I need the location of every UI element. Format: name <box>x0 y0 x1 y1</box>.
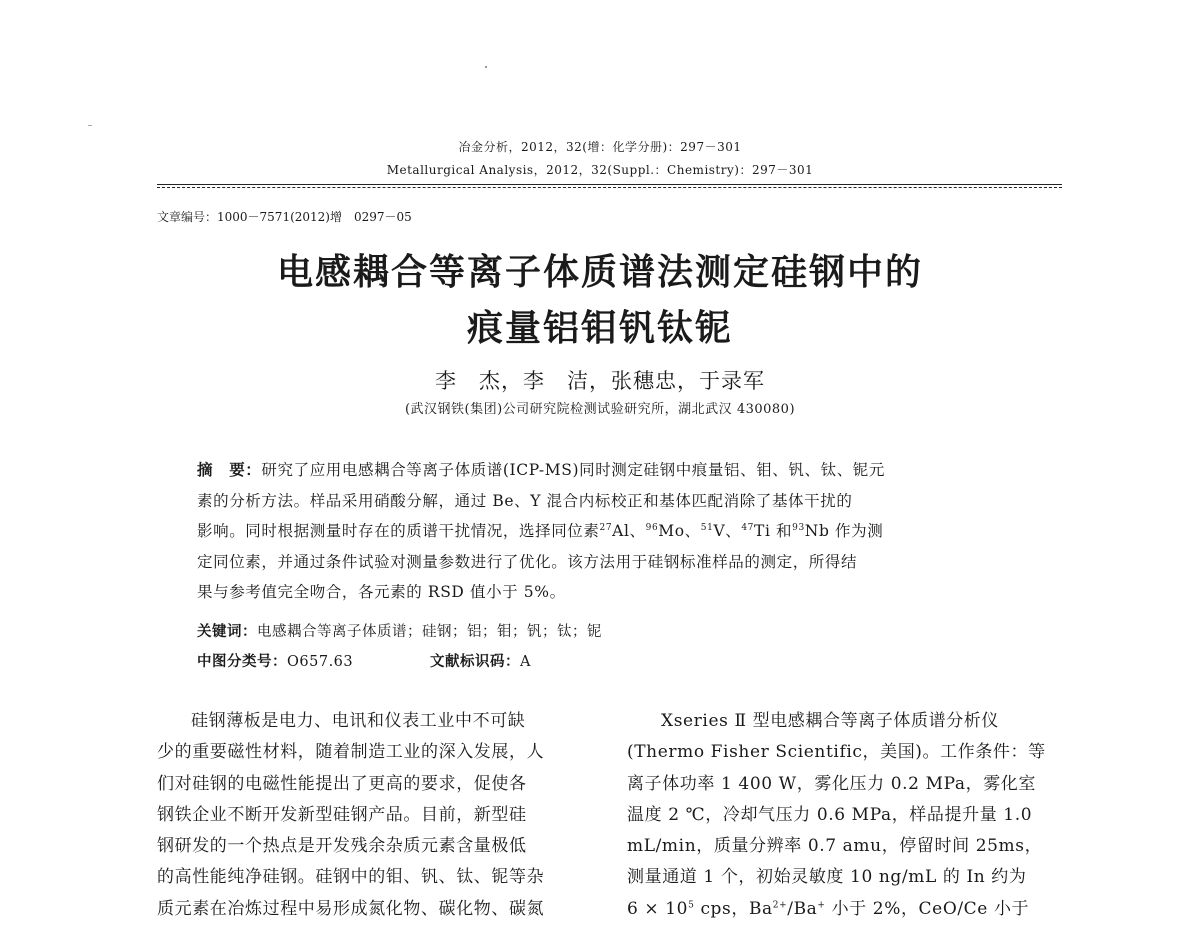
body-right-column <box>627 706 1059 925</box>
body-right-line: Xseries Ⅱ 型电感耦合等离子体质谱分析仪 <box>661 711 999 731</box>
abstract-line-5: 果与参考值完全吻合，各元素的 RSD 值小于 5%。 <box>197 583 566 601</box>
abstract-label: 摘 要： <box>197 461 262 479</box>
body-left-column <box>157 706 585 925</box>
body-left-line: 们对硅钢的电磁性能提出了更高的要求，促使各 <box>157 773 527 794</box>
abstract-line-4: 定同位素，并通过条件试验对测量参数进行了优化。该方法用于硅钢标准样品的测定，所得结 <box>197 552 858 571</box>
body-right-line: 离子体功率 1 400 W，雾化压力 0.2 MPa，雾化室 <box>627 773 1037 794</box>
classification <box>197 650 353 671</box>
keywords <box>197 620 602 641</box>
header-rule-dashed <box>157 187 1062 188</box>
abstract <box>197 455 1027 608</box>
body-left-line: 的高性能纯净硅钢。硅钢中的钼、钒、钛、铌等杂 <box>157 867 545 888</box>
paper-title-line1: 电感耦合等离子体质谱法测定硅钢中的 <box>276 252 923 293</box>
body-right-line: mL/min，质量分辨率 0.7 amu，停留时间 25ms， <box>627 836 1043 857</box>
article-number: 文章编号：1000－7571(2012)增 0297－05 <box>157 210 412 224</box>
body-right-line: 测量通道 1 个，初始灵敏度 10 ng/mL 的 In 约为 <box>627 867 1027 888</box>
authors: 李 杰，李 洁，张穗忠，于录军 <box>435 369 765 393</box>
header-rule <box>157 184 1062 185</box>
clc-label: 中图分类号： <box>197 654 287 670</box>
body-right-line: 温度 2 ℃，冷却气压力 0.6 MPa，样品提升量 1.0 <box>627 804 1033 825</box>
body-left-line: 钢铁企业不断开发新型硅钢产品。目前，新型硅 <box>157 804 527 825</box>
body-left-line: 少的重要磁性材料，随着制造工业的深入发展，人 <box>157 742 545 763</box>
document-code <box>430 650 531 671</box>
keywords-label: 关键词： <box>197 624 257 640</box>
body-right-line: (Thermo Fisher Scientific，美国)。工作条件：等 <box>627 742 1046 763</box>
abstract-line-2: 素的分析方法。样品采用硝酸分解，通过 Be、Y 混合内标校正和基体匹配消除了基体干扰的 <box>197 491 853 510</box>
affiliation: (武汉钢铁(集团)公司研究院检测试验研究所，湖北武汉 430080) <box>404 402 796 417</box>
journal-header-cn: 冶金分析，2012，32(增：化学分册)：297－301 <box>458 140 742 154</box>
body-left-line: 质元素在冶炼过程中易形成氮化物、碳化物、碳氮 <box>157 898 545 919</box>
doc-code-label: 文献标识码： <box>430 654 520 670</box>
body-left-line: 钢研发的一个热点是开发残余杂质元素含量极低 <box>157 836 527 857</box>
body-right-line: $6 \times 10^5$ cps，$Ba^{2+}/Ba^+$ 小于 2%，CeO/Ce 小于 <box>627 898 1030 919</box>
abstract-line-3: 影响。同时根据测量时存在的质谱干扰情况，选择同位素$^{27}$Al、$^{96}$Mo、$^{51}$V、$^{47}$Ti 和$^{93}$Nb 作为测 <box>197 522 884 540</box>
keywords-value: 电感耦合等离子体质谱；硅钢；铝；钼；钒；钛；铌 <box>257 624 602 640</box>
scan-speck <box>88 125 92 126</box>
clc-value: O657.63 <box>287 654 354 670</box>
body-left-line: 硅钢薄板是电力、电讯和仪表工业中不可缺 <box>191 711 526 731</box>
doc-code-value: A <box>520 654 531 670</box>
scan-speck <box>485 66 487 68</box>
abstract-line-1: 摘 要：研究了应用电感耦合等离子体质谱(ICP-MS)同时测定硅钢中痕量铝、钼、钒、钛、铌元 <box>197 461 885 479</box>
paper-title-line2: 痕量铝钼钒钛铌 <box>466 308 733 349</box>
journal-header-en: Metallurgical Analysis，2012，32(Suppl.：Chemistry)：297－301 <box>386 163 814 177</box>
